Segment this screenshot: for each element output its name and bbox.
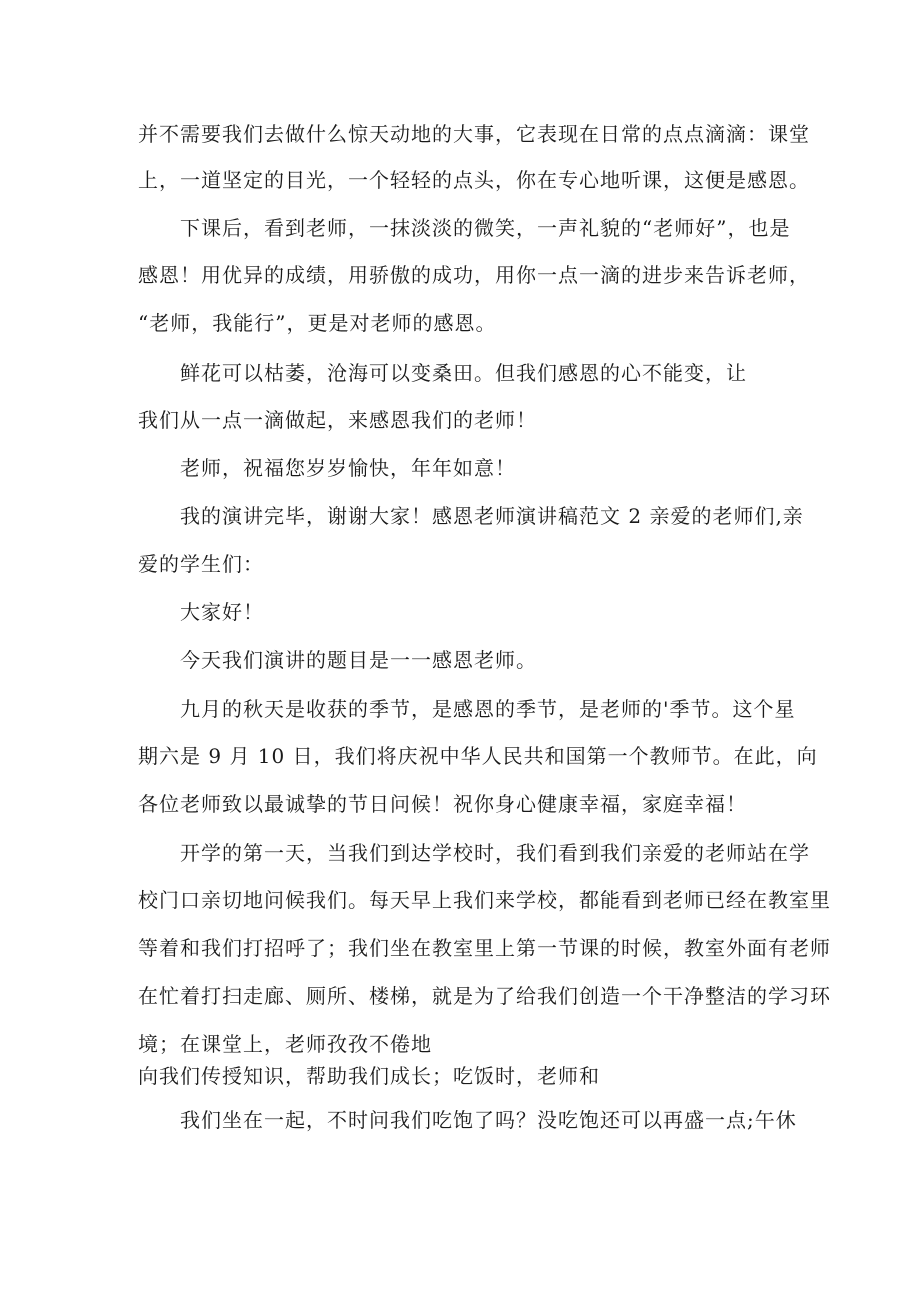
text-line-9: 我的演讲完毕，谢谢大家！感恩老师演讲稿范文 2 亲爱的老师们,亲 [180,504,804,528]
text-line-20: 境；在课堂上，老师孜孜不倦地 [138,1032,432,1056]
text-line-22: 我们坐在一起，不时问我们吃饱了吗？没吃饱还可以再盛一点;午休 [180,1108,797,1132]
text-line-8: 老师，祝福您岁岁愉快，年年如意！ [180,456,516,480]
text-line-4: 感恩！用优异的成绩，用骄傲的成功，用你一点一滴的进步来告诉老师， [138,263,810,287]
text-line-7: 我们从一点一滴做起，来感恩我们的老师！ [138,408,537,432]
text-line-6: 鲜花可以枯萎，沧海可以变桑田。但我们感恩的心不能变，让 [180,361,747,385]
text-line-17: 校门口亲切地问候我们。每天早上我们来学校，都能看到老师已经在教室里 [138,888,831,912]
text-line-10: 爱的学生们： [138,552,264,576]
text-line-18: 等着和我们打招呼了；我们坐在教室里上第一节课的时候，教室外面有老师 [138,936,831,960]
text-line-13: 九月的秋天是收获的季节，是感恩的季节，是老师的'季节。这个星 [180,697,796,721]
text-line-21: 向我们传授知识，帮助我们成长；吃饭时，老师和 [138,1064,600,1088]
text-line-19: 在忙着打扫走廊、厕所、楼梯，就是为了给我们创造一个干净整洁的学习环 [138,984,831,1008]
text-line-15: 各位老师致以最诚挚的节日问候！祝你身心健康幸福，家庭幸福！ [138,792,747,816]
text-line-3: 下课后，看到老师，一抹淡淡的微笑，一声礼貌的“老师好”，也是 [180,216,791,240]
text-line-5: “老师，我能行”，更是对老师的感恩。 [138,311,497,335]
text-line-14: 期六是 9 月 10 日，我们将庆祝中华人民共和国第一个教师节。在此，向 [138,744,818,768]
text-line-16: 开学的第一天，当我们到达学校时，我们看到我们亲爱的老师站在学 [180,841,810,865]
text-line-12: 今天我们演讲的题目是一一感恩老师。 [180,648,537,672]
text-line-11: 大家好！ [180,600,264,624]
text-line-1: 并不需要我们去做什么惊天动地的大事，它表现在日常的点点滴滴：课堂 [138,122,810,146]
text-line-2: 上，一道坚定的目光，一个轻轻的点头，你在专心地听课，这便是感恩。 [138,168,810,192]
